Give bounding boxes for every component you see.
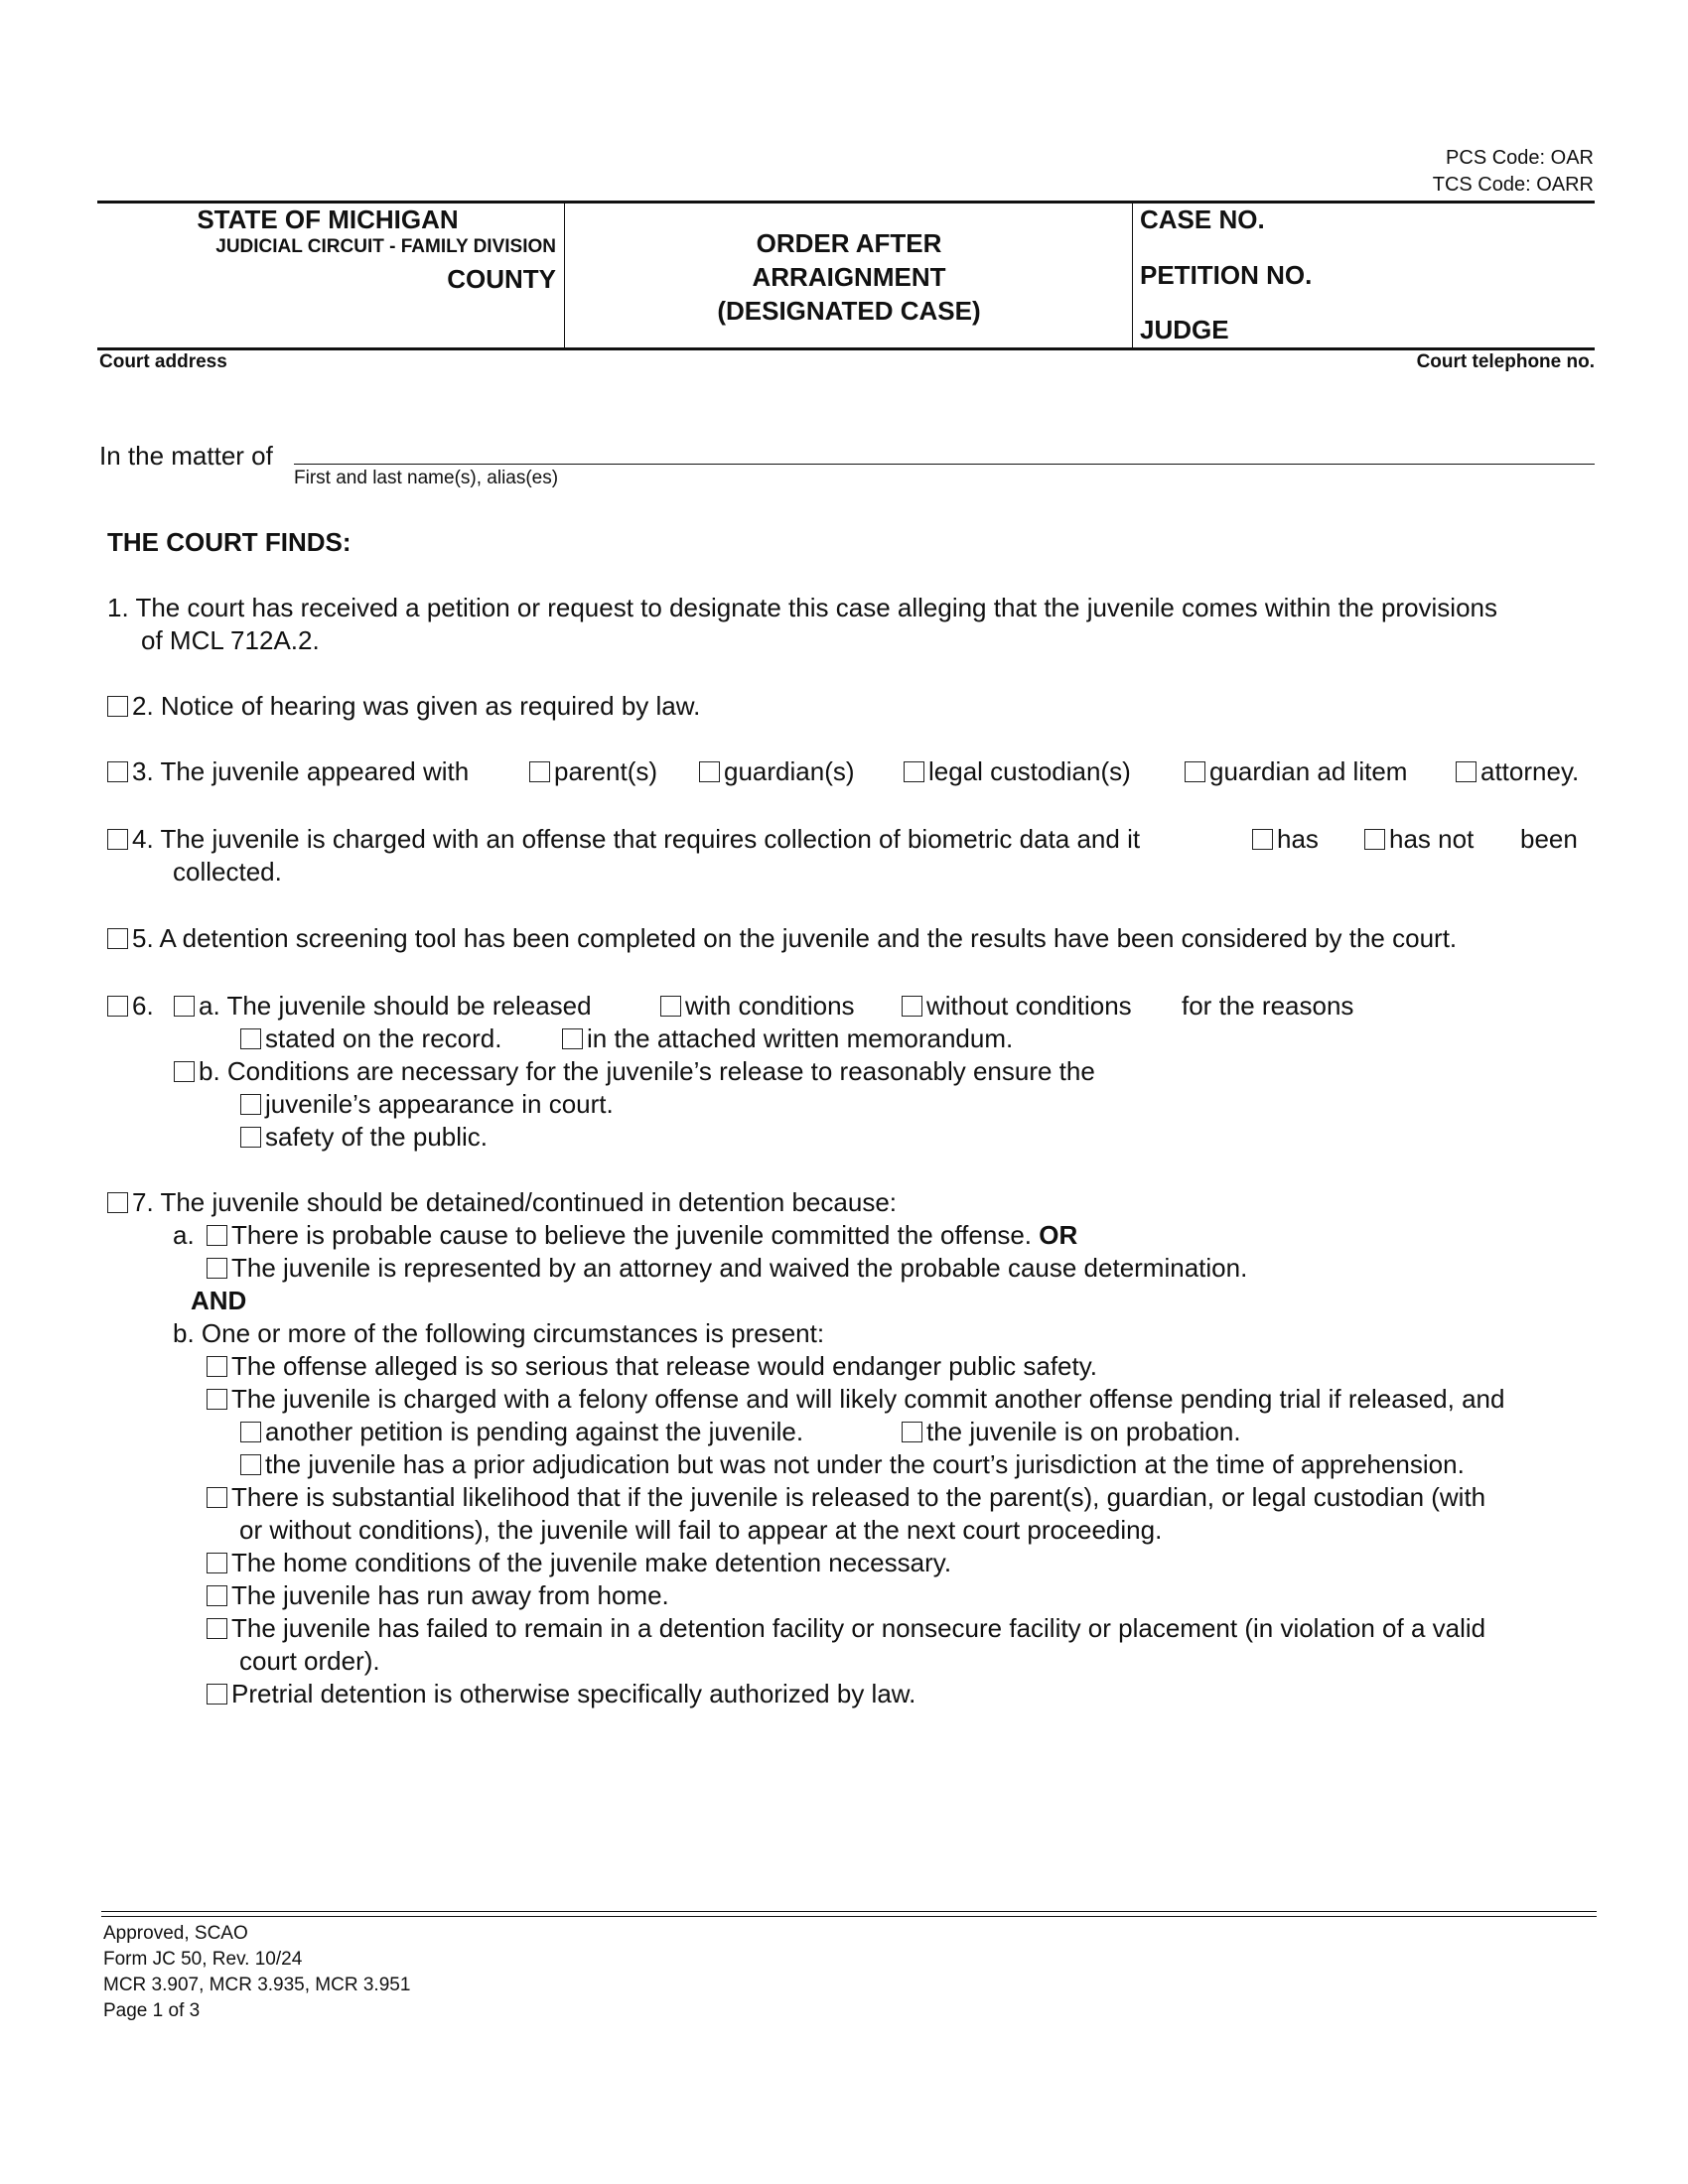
finding-5-checkbox[interactable] xyxy=(107,928,128,949)
reason-record xyxy=(240,1023,501,1055)
finding-6-number: 6. xyxy=(132,991,154,1021)
judge-label: JUDGE xyxy=(1140,315,1229,344)
header-divider-2 xyxy=(1132,203,1133,347)
petition-pending-checkbox[interactable] xyxy=(240,1422,261,1442)
case-no-label: CASE NO. xyxy=(1140,205,1265,234)
felony-petition-pending xyxy=(240,1416,803,1448)
matter-label: In the matter of xyxy=(99,441,273,471)
guardian-ad-litem-label: guardian ad litem xyxy=(1209,756,1408,786)
with-conditions-label: with conditions xyxy=(685,991,855,1021)
finding-6a xyxy=(174,990,592,1023)
circumstance-felony xyxy=(207,1383,1504,1416)
home-checkbox[interactable] xyxy=(207,1553,227,1573)
circumstance-serious xyxy=(207,1350,1097,1383)
probable-cause-checkbox[interactable] xyxy=(207,1225,227,1246)
parent-label: parent(s) xyxy=(554,756,658,786)
runaway-label: The juvenile has run away from home. xyxy=(231,1580,669,1610)
finding-3-text: 3. The juvenile appeared with xyxy=(132,756,470,786)
probation-checkbox[interactable] xyxy=(902,1422,922,1442)
release-with-conditions xyxy=(660,990,855,1023)
failed-remain-checkbox[interactable] xyxy=(207,1618,227,1639)
guardian-checkbox[interactable] xyxy=(699,761,720,782)
footer-info xyxy=(103,1921,410,2024)
form-codes xyxy=(1433,145,1594,199)
appearance-checkbox[interactable] xyxy=(240,1094,261,1115)
court-address-label: Court address xyxy=(99,351,227,372)
footer-page: Page 1 of 3 xyxy=(103,2000,201,2021)
release-without-conditions xyxy=(902,990,1132,1023)
waived-label: The juvenile is represented by an attorney and waived the probable cause determination. xyxy=(231,1253,1248,1283)
finding-7b-text: b. One or more of the following circumstances is present: xyxy=(173,1318,825,1348)
appeared-attorney xyxy=(1456,755,1579,788)
finding-1-line-2: of MCL 712A.2. xyxy=(141,625,320,655)
record-label: stated on the record. xyxy=(265,1024,502,1053)
fail-to-appear-line-1: There is substantial likelihood that if the juvenile is released to the parent(s), guardian, or legal custodian (with xyxy=(231,1482,1486,1512)
felony-probation xyxy=(902,1416,1241,1448)
ensure-safety xyxy=(240,1121,488,1154)
pretrial-checkbox[interactable] xyxy=(207,1684,227,1705)
finding-4-line-2: collected. xyxy=(173,857,282,887)
finding-3 xyxy=(107,755,469,788)
finding-6b-checkbox[interactable] xyxy=(174,1061,195,1082)
finding-6a-text: a. The juvenile should be released xyxy=(199,991,592,1021)
attorney-label: attorney. xyxy=(1480,756,1580,786)
appeared-parent xyxy=(529,755,657,788)
reason-memo xyxy=(562,1023,1013,1055)
petition-pending-label: another petition is pending against the juvenile. xyxy=(265,1417,804,1446)
circuit-label: JUDICIAL CIRCUIT - FAMILY DIVISION xyxy=(215,236,556,257)
finding-3-checkbox[interactable] xyxy=(107,761,128,782)
waived-checkbox[interactable] xyxy=(207,1258,227,1279)
finding-2 xyxy=(107,690,700,723)
county-label: COUNTY xyxy=(447,264,556,294)
fail-to-appear-line-2: or without conditions), the juvenile will fail to appear at the next court proceeding. xyxy=(239,1515,1163,1545)
runaway-checkbox[interactable] xyxy=(207,1585,227,1606)
with-conditions-checkbox[interactable] xyxy=(660,996,681,1017)
state-name: STATE OF MICHIGAN xyxy=(197,205,459,234)
finding-4-checkbox[interactable] xyxy=(107,829,128,850)
failed-remain-line-1: The juvenile has failed to remain in a detention facility or nonsecure facility or placement (in violation of a valid xyxy=(231,1613,1486,1643)
form-title-line-1: ORDER AFTER xyxy=(756,228,942,258)
has-not-checkbox[interactable] xyxy=(1364,829,1385,850)
and-label: AND xyxy=(191,1286,247,1315)
felony-prior-adjudication xyxy=(240,1448,1465,1481)
pcs-code: PCS Code: OAR xyxy=(1446,147,1594,169)
finding-6-checkbox[interactable] xyxy=(107,996,128,1017)
pretrial-label: Pretrial detention is otherwise specifically authorized by law. xyxy=(231,1679,916,1708)
finding-7a-probable-cause xyxy=(207,1219,1077,1252)
finding-6 xyxy=(107,990,154,1023)
finding-5-text: 5. A detention screening tool has been completed on the juvenile and the results have been considered by the court. xyxy=(132,923,1458,953)
finding-6a-checkbox[interactable] xyxy=(174,996,195,1017)
serious-checkbox[interactable] xyxy=(207,1356,227,1377)
parent-checkbox[interactable] xyxy=(529,761,550,782)
circumstance-home xyxy=(207,1547,951,1579)
probable-cause-label: There is probable cause to believe the juvenile committed the offense. xyxy=(231,1220,1032,1250)
circumstance-failed-remain xyxy=(207,1612,1485,1678)
safety-label: safety of the public. xyxy=(265,1122,489,1152)
attorney-checkbox[interactable] xyxy=(1456,761,1477,782)
circumstance-fail-to-appear xyxy=(207,1481,1485,1547)
without-conditions-label: without conditions xyxy=(926,991,1132,1021)
or-label: OR xyxy=(1039,1220,1078,1250)
home-label: The home conditions of the juvenile make detention necessary. xyxy=(231,1548,952,1577)
finding-5 xyxy=(107,922,1457,955)
memo-label: in the attached written memorandum. xyxy=(587,1024,1014,1053)
failed-remain-line-2: court order). xyxy=(239,1646,380,1676)
guardian-ad-litem-checkbox[interactable] xyxy=(1185,761,1205,782)
appeared-custodian xyxy=(904,755,1131,788)
without-conditions-checkbox[interactable] xyxy=(902,996,922,1017)
footer-rule-1 xyxy=(101,1911,1597,1912)
biometric-has-not xyxy=(1364,823,1474,856)
form-title-line-3: (DESIGNATED CASE) xyxy=(717,296,981,326)
finding-7 xyxy=(107,1186,897,1219)
prior-adjudication-label: the juvenile has a prior adjudication but was not under the court’s jurisdiction at the time of apprehension. xyxy=(265,1449,1465,1479)
form-title-line-2: ARRAIGNMENT xyxy=(752,262,946,292)
ensure-appearance xyxy=(240,1088,614,1121)
finding-7a-label: a. xyxy=(173,1220,195,1250)
finding-1 xyxy=(107,592,1497,657)
header-divider-1 xyxy=(564,203,565,347)
footer-rule-2 xyxy=(101,1916,1597,1917)
court-finds-heading: THE COURT FINDS: xyxy=(107,527,352,557)
record-checkbox[interactable] xyxy=(240,1028,261,1049)
legal-custodian-label: legal custodian(s) xyxy=(928,756,1131,786)
footer-form: Form JC 50, Rev. 10/24 xyxy=(103,1949,303,1970)
circumstance-runaway xyxy=(207,1579,669,1612)
fail-to-appear-checkbox[interactable] xyxy=(207,1487,227,1508)
has-not-label: has not xyxy=(1389,824,1475,854)
legal-custodian-checkbox[interactable] xyxy=(904,761,924,782)
safety-checkbox[interactable] xyxy=(240,1127,261,1148)
guardian-label: guardian(s) xyxy=(724,756,855,786)
finding-7-checkbox[interactable] xyxy=(107,1192,128,1213)
has-label: has xyxy=(1277,824,1319,854)
appeared-guardian xyxy=(699,755,855,788)
footer-rules: MCR 3.907, MCR 3.935, MCR 3.951 xyxy=(103,1975,411,1995)
serious-label: The offense alleged is so serious that release would endanger public safety. xyxy=(231,1351,1098,1381)
header-top-rule xyxy=(97,201,1595,204)
finding-2-text: 2. Notice of hearing was given as required by law. xyxy=(132,691,701,721)
finding-7-text: 7. The juvenile should be detained/continued in detention because: xyxy=(132,1187,897,1217)
circumstance-pretrial xyxy=(207,1678,915,1710)
petition-no-label: PETITION NO. xyxy=(1140,260,1313,290)
finding-7a-waived xyxy=(207,1252,1247,1285)
for-the-reasons: for the reasons xyxy=(1182,991,1354,1021)
finding-1-line-1: 1. The court has received a petition or request to designate this case alleging that the juvenile comes within the provisions xyxy=(107,593,1498,622)
appearance-label: juvenile’s appearance in court. xyxy=(265,1089,614,1119)
probation-label: the juvenile is on probation. xyxy=(926,1417,1241,1446)
felony-label: The juvenile is charged with a felony offense and will likely commit another offense pending trial if released, and xyxy=(231,1384,1505,1414)
court-phone-label: Court telephone no. xyxy=(1416,351,1595,372)
finding-4-text: 4. The juvenile is charged with an offense that requires collection of biometric data and it xyxy=(132,824,1141,854)
footer-approved: Approved, SCAO xyxy=(103,1923,248,1944)
matter-caption: First and last name(s), alias(es) xyxy=(294,468,559,488)
biometric-has xyxy=(1252,823,1319,856)
finding-4 xyxy=(107,823,1140,856)
has-checkbox[interactable] xyxy=(1252,829,1273,850)
tcs-code: TCS Code: OARR xyxy=(1432,174,1594,196)
appeared-gal xyxy=(1185,755,1407,788)
finding-6b xyxy=(174,1055,1095,1088)
header-bottom-rule xyxy=(97,347,1595,350)
form-title xyxy=(568,226,1130,328)
matter-name-field[interactable] xyxy=(294,464,1595,466)
finding-6b-text: b. Conditions are necessary for the juvenile’s release to reasonably ensure the xyxy=(199,1056,1095,1086)
biometric-been: been xyxy=(1520,824,1578,854)
felony-checkbox[interactable] xyxy=(207,1389,227,1410)
finding-2-checkbox[interactable] xyxy=(107,696,128,717)
prior-adjudication-checkbox[interactable] xyxy=(240,1454,261,1475)
memo-checkbox[interactable] xyxy=(562,1028,583,1049)
